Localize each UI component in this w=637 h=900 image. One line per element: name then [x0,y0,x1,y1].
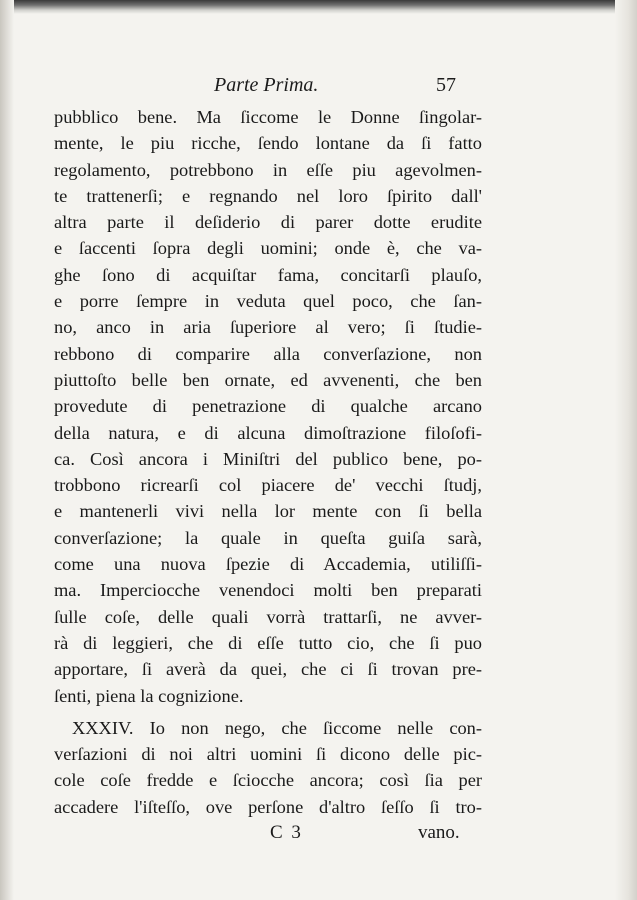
text-line: altra parte il deſiderio di parer dotte erudite [54,212,482,233]
text-line: cole coſe fredde e ſciocche ancora; così ſia per [54,770,482,791]
text-line: ſulle coſe, delle quali vorrà trattarſi, ne avver- [54,606,482,627]
paragraph-1 [54,104,482,709]
text-line: XXXIV. Io non nego, che ſiccome nelle con- [72,717,482,738]
text-line: pubblico bene. Ma ſiccome le Donne ſingolar- [54,107,482,127]
text-line: come una nuova ſpezie di Accademia, utiliſſi- [54,554,482,575]
running-title: Parte Prima. [214,74,319,96]
text-line: e mantenerli vivi nella lor mente con ſi bella [54,501,482,522]
text-line: apportare, ſi averà da quei, che ci ſi trovan pre- [54,659,482,680]
page-gutter-shadow [0,0,14,900]
text-line: ma. Imperciocche venendoci molti ben preparati [54,580,482,601]
text-line: rebbono di comparire alla converſazione, non [54,343,482,364]
text-line: mente, le piu ricche, ſendo lontane da ſi fatto [54,133,482,154]
page-right-edge [615,0,637,900]
page-top-edge [0,0,637,14]
signature-mark: C 3 [270,822,303,843]
text-line: ca. Così ancora i Miniſtri del publico bene, po- [54,448,482,469]
text-line: verſazioni di noi altri uomini ſi dicono delle pic- [54,744,482,765]
text-line: trobbono ricrearſi col piacere de' vecchi ſtudj, [54,475,482,496]
page-footer [0,822,637,852]
text-line: e ſaccenti ſopra degli uomini; onde è, che va- [54,238,482,259]
text-line: rà di leggieri, che di eſſe tutto cio, che ſi puo [54,632,482,653]
text-line: e porre ſempre in veduta quel poco, che ſan- [54,291,482,312]
text-line: accadere l'iſteſſo, ove perſone d'altro ſeſſo ſi tro- [54,796,482,817]
text-line: converſazione; la quale in queſta guiſa sarà, [54,527,482,548]
running-head [0,74,637,102]
text-line: piuttoſto belle ben ornate, ed avvenenti, che ben [54,369,482,390]
paragraph-2 [54,715,482,820]
catchword: vano. [418,822,460,843]
text-line: ſenti, piena la cognizione. [54,685,244,706]
text-line: della natura, e di alcuna dimoſtrazione filoſofi- [54,422,482,443]
text-line: provedute di penetrazione di qualche arcano [54,396,482,417]
text-line: ghe ſono di acquiſtar fama, concitarſi plauſo, [54,264,482,285]
text-line: regolamento, potrebbono in eſſe piu agevolmen- [54,159,482,180]
page-number: 57 [436,74,456,96]
text-line: te trattenerſi; e regnando nel loro ſpirito dall' [54,185,482,206]
text-line: no, anco in aria ſuperiore al vero; ſi ſtudie- [54,317,482,338]
body-text [54,104,482,820]
